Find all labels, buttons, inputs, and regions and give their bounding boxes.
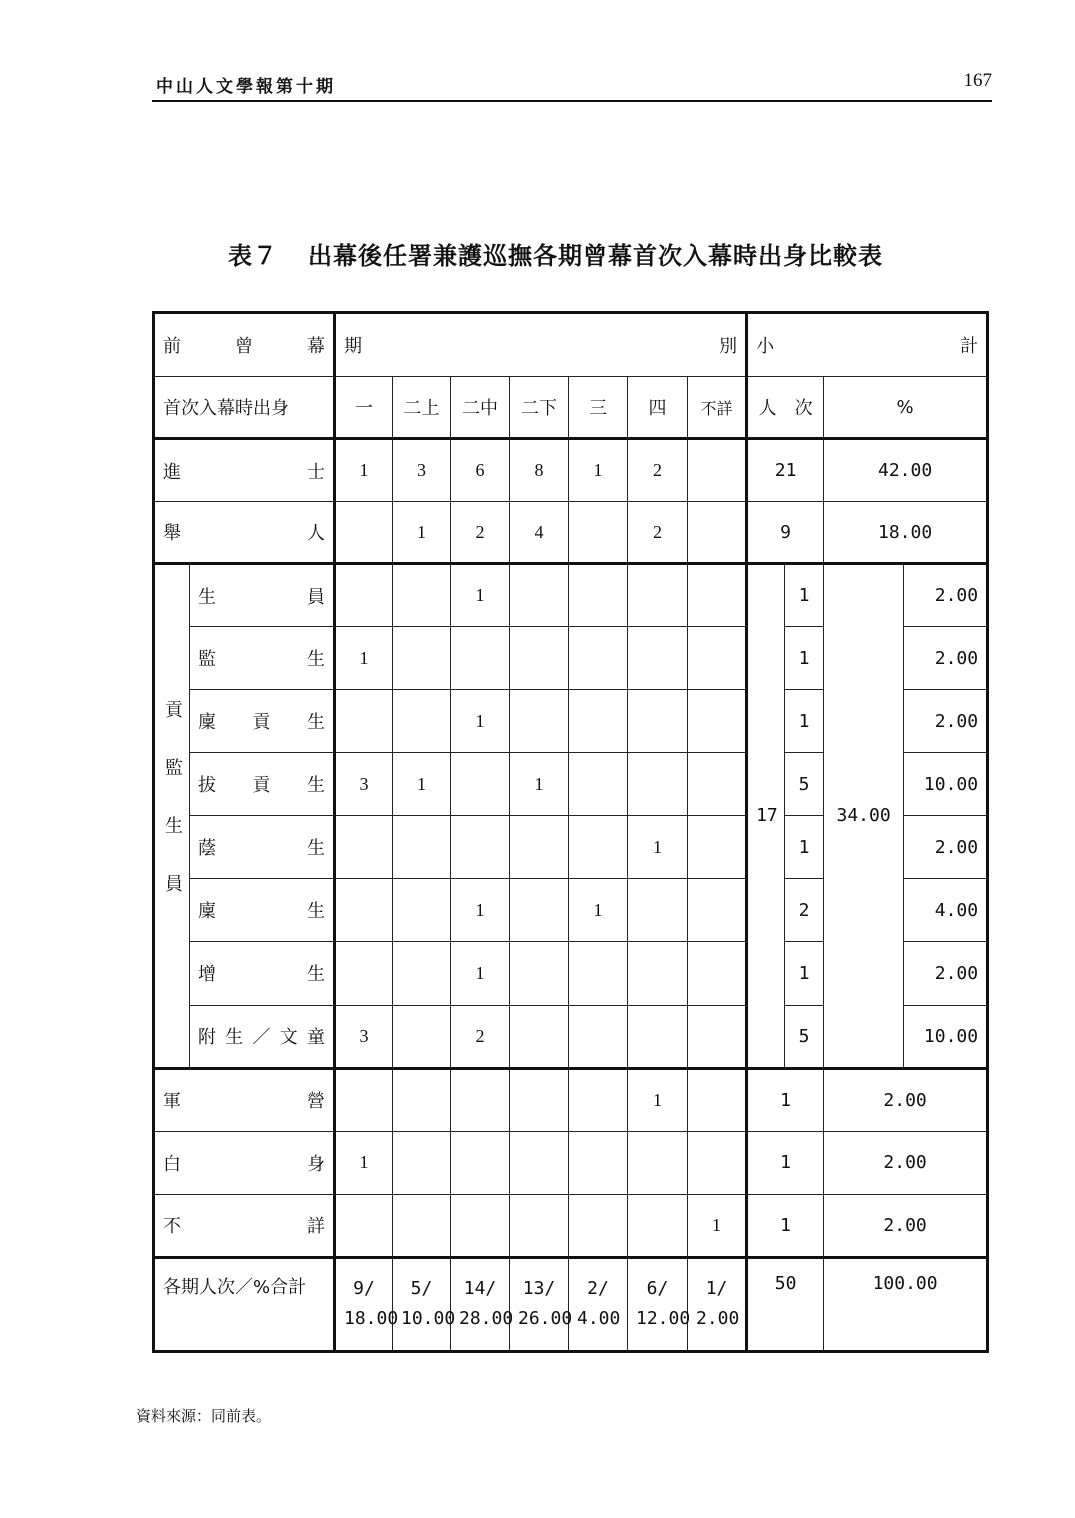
grand-total-count: 50: [747, 1257, 824, 1351]
table-cell: [335, 564, 393, 627]
subrow-count: 5: [785, 753, 824, 816]
row-count: 1: [747, 1194, 824, 1257]
period-col-header: 不詳: [688, 377, 747, 439]
source-note: 資料來源：同前表。: [136, 1407, 272, 1425]
table-cell: [510, 1131, 569, 1194]
table-cell: [569, 564, 628, 627]
subrow-percent: 10.00: [904, 1005, 988, 1068]
total-percent: 28.00: [459, 1308, 514, 1330]
row-label: 廩 貢 生: [190, 690, 335, 753]
group-label: 貢監生員: [154, 564, 190, 1068]
table-cell: [688, 753, 747, 816]
table-cell: [393, 1005, 451, 1068]
percent-col-header: %: [824, 377, 988, 439]
table-row: [154, 502, 988, 564]
table-cell: [510, 879, 569, 942]
table-cell: [628, 1005, 688, 1068]
table-cell: 2: [628, 502, 688, 564]
table-cell: [451, 627, 510, 690]
subrow-count: 5: [785, 1005, 824, 1068]
table-cell: [510, 1194, 569, 1257]
table-cell: [335, 942, 393, 1005]
table-cell: 1: [451, 879, 510, 942]
table-cell: 1: [393, 753, 451, 816]
table-title: [228, 236, 883, 271]
totals-row: [154, 1257, 988, 1351]
table-cell: [451, 816, 510, 879]
period-label-right: 別: [719, 336, 738, 358]
table-cell: 1: [688, 1194, 747, 1257]
period-col-header: 二中: [451, 377, 510, 439]
table-cell: [628, 564, 688, 627]
total-count: 9/: [353, 1278, 375, 1300]
subrow-percent: 4.00: [904, 879, 988, 942]
period-col-header: 二上: [393, 377, 451, 439]
total-percent: 10.00: [401, 1308, 456, 1330]
table-cell: [688, 1068, 747, 1131]
journal-title: 中山人文學報第十期: [156, 77, 336, 97]
table-title-text: 出幕後任署兼護巡撫各期曾幕首次入幕時出身比較表: [308, 242, 883, 270]
table-cell: [393, 564, 451, 627]
total-percent: 12.00: [636, 1308, 691, 1330]
subrow-count: 1: [785, 564, 824, 627]
table-cell: [393, 1068, 451, 1131]
total-cell: [569, 1257, 628, 1351]
count-col-header: 人 次: [747, 377, 824, 439]
total-count: 6/: [646, 1278, 669, 1300]
table-cell: [393, 1194, 451, 1257]
table-cell: 1: [451, 942, 510, 1005]
table-cell: [335, 816, 393, 879]
total-percent: 26.00: [518, 1308, 573, 1330]
table-cell: [510, 690, 569, 753]
header-row-1: [154, 313, 988, 377]
row-label: 增 生: [190, 942, 335, 1005]
total-cell: [510, 1257, 573, 1351]
table-cell: [628, 879, 688, 942]
table-cell: [510, 627, 569, 690]
row-percent: 2.00: [824, 1068, 988, 1131]
total-percent: 4.00: [577, 1308, 621, 1330]
running-header: [152, 70, 992, 102]
total-count: 13/: [522, 1278, 556, 1300]
total-cell: [335, 1257, 399, 1351]
total-count: 5/: [410, 1278, 433, 1300]
total-count: 14/: [463, 1278, 497, 1300]
table-cell: [569, 1194, 628, 1257]
period-header: [335, 313, 747, 377]
subtotal-label-left: 小: [756, 336, 775, 358]
total-count: 1/: [705, 1278, 728, 1300]
table-cell: [335, 502, 393, 564]
row-label: 進 士: [154, 439, 335, 502]
table-cell: 3: [335, 1005, 393, 1068]
table-cell: [688, 627, 747, 690]
group-count: 17: [747, 564, 785, 1068]
table-cell: [688, 816, 747, 879]
table-cell: [628, 753, 688, 816]
row-label: 廩 生: [190, 879, 335, 942]
table-row: [154, 439, 988, 502]
table-cell: 1: [569, 439, 628, 502]
subrow-percent: 2.00: [904, 690, 988, 753]
table-cell: [628, 690, 688, 753]
corner-header-bottom: 首次入幕時出身: [154, 377, 335, 439]
table-cell: [393, 816, 451, 879]
table-cell: [688, 942, 747, 1005]
row-percent: 2.00: [824, 1194, 988, 1257]
total-cell: [688, 1257, 747, 1351]
row-count: 1: [747, 1131, 824, 1194]
table-cell: [451, 753, 510, 816]
page-number: 167: [963, 70, 992, 91]
table-cell: [393, 942, 451, 1005]
group-percent: 34.00: [824, 564, 904, 1068]
table-cell: 1: [569, 879, 628, 942]
table-number: 表７: [228, 242, 278, 270]
table-cell: 1: [451, 690, 510, 753]
table-cell: [569, 690, 628, 753]
table-cell: 2: [451, 502, 510, 564]
subrow-percent: 2.00: [904, 564, 988, 627]
row-percent: 2.00: [824, 1131, 988, 1194]
table-cell: 2: [628, 439, 688, 502]
table-cell: [688, 1131, 747, 1194]
table-cell: 6: [451, 439, 510, 502]
table-cell: [451, 1194, 510, 1257]
table-cell: [688, 564, 747, 627]
table-cell: [628, 942, 688, 1005]
subrow-count: 1: [785, 816, 824, 879]
table-cell: [451, 1131, 510, 1194]
subrow-count: 1: [785, 690, 824, 753]
total-percent: 18.00: [344, 1308, 399, 1330]
table-cell: [628, 627, 688, 690]
subrow-percent: 2.00: [904, 942, 988, 1005]
row-label: 附生／文童: [190, 1005, 335, 1068]
table-cell: [569, 627, 628, 690]
table-cell: [510, 564, 569, 627]
row-label: 蔭 生: [190, 816, 335, 879]
table-cell: [510, 1005, 569, 1068]
table-cell: [510, 816, 569, 879]
table-cell: 1: [393, 502, 451, 564]
grand-total-percent: 100.00: [824, 1257, 988, 1351]
table-cell: [569, 1131, 628, 1194]
table-cell: 1: [451, 564, 510, 627]
table-cell: 3: [393, 439, 451, 502]
table-cell: 1: [335, 627, 393, 690]
table-cell: [335, 879, 393, 942]
subrow-percent: 10.00: [904, 753, 988, 816]
table-cell: [335, 690, 393, 753]
table-cell: [688, 502, 747, 564]
table-row: [154, 1131, 988, 1194]
table-row: [154, 1068, 988, 1131]
table-cell: 4: [510, 502, 569, 564]
table-cell: [393, 690, 451, 753]
table-cell: [688, 439, 747, 502]
total-cell: [393, 1257, 456, 1351]
row-count: 21: [747, 439, 824, 502]
table-cell: [688, 1005, 747, 1068]
total-cell: [628, 1257, 691, 1351]
subrow-percent: 2.00: [904, 627, 988, 690]
table-cell: 1: [335, 439, 393, 502]
table-cell: [393, 1131, 451, 1194]
table-cell: [569, 502, 628, 564]
table-cell: 1: [628, 816, 688, 879]
subtotal-header: [747, 313, 988, 377]
table-cell: 1: [628, 1068, 688, 1131]
table-cell: [569, 1005, 628, 1068]
subrow-count: 1: [785, 627, 824, 690]
total-cell: [451, 1257, 514, 1351]
table-cell: 3: [335, 753, 393, 816]
corner-header-top: 前 曾 幕: [154, 313, 335, 377]
row-label: 軍 營: [154, 1068, 335, 1131]
period-col-header: 一: [335, 377, 393, 439]
row-percent: 42.00: [824, 439, 988, 502]
total-count: 2/: [587, 1278, 609, 1300]
total-percent: 2.00: [696, 1308, 740, 1330]
row-percent: 18.00: [824, 502, 988, 564]
row-count: 1: [747, 1068, 824, 1131]
subrow-percent: 2.00: [904, 816, 988, 879]
header-row-2: [154, 377, 988, 439]
subtotal-label-right: 計: [960, 336, 979, 358]
table-cell: [451, 1068, 510, 1131]
table-cell: [510, 1068, 569, 1131]
table-cell: 1: [510, 753, 569, 816]
table-cell: [569, 1068, 628, 1131]
table-row: [154, 564, 988, 627]
table-cell: [688, 879, 747, 942]
row-count: 9: [747, 502, 824, 564]
subrow-count: 1: [785, 942, 824, 1005]
table-cell: [335, 1194, 393, 1257]
totals-label: 各期人次／%合計: [154, 1257, 335, 1351]
table-row: [154, 1194, 988, 1257]
period-col-header: 三: [569, 377, 628, 439]
table-cell: [628, 1131, 688, 1194]
row-label: 監 生: [190, 627, 335, 690]
table-cell: [510, 942, 569, 1005]
subrow-count: 2: [785, 879, 824, 942]
period-col-header: 四: [628, 377, 688, 439]
table-cell: [569, 753, 628, 816]
table-cell: 8: [510, 439, 569, 502]
row-label: 白 身: [154, 1131, 335, 1194]
row-label: 舉 人: [154, 502, 335, 564]
period-label-left: 期: [344, 336, 362, 358]
table-cell: 2: [451, 1005, 510, 1068]
row-label: 拔 貢 生: [190, 753, 335, 816]
table-cell: [393, 879, 451, 942]
comparison-table: [152, 311, 989, 1353]
table-cell: [628, 1194, 688, 1257]
table-cell: [393, 627, 451, 690]
table-cell: [335, 1068, 393, 1131]
row-label: 生 員: [190, 564, 335, 627]
table-cell: [569, 942, 628, 1005]
table-cell: [688, 690, 747, 753]
period-col-header: 二下: [510, 377, 569, 439]
row-label: 不 詳: [154, 1194, 335, 1257]
table-cell: [569, 816, 628, 879]
table-cell: 1: [335, 1131, 393, 1194]
